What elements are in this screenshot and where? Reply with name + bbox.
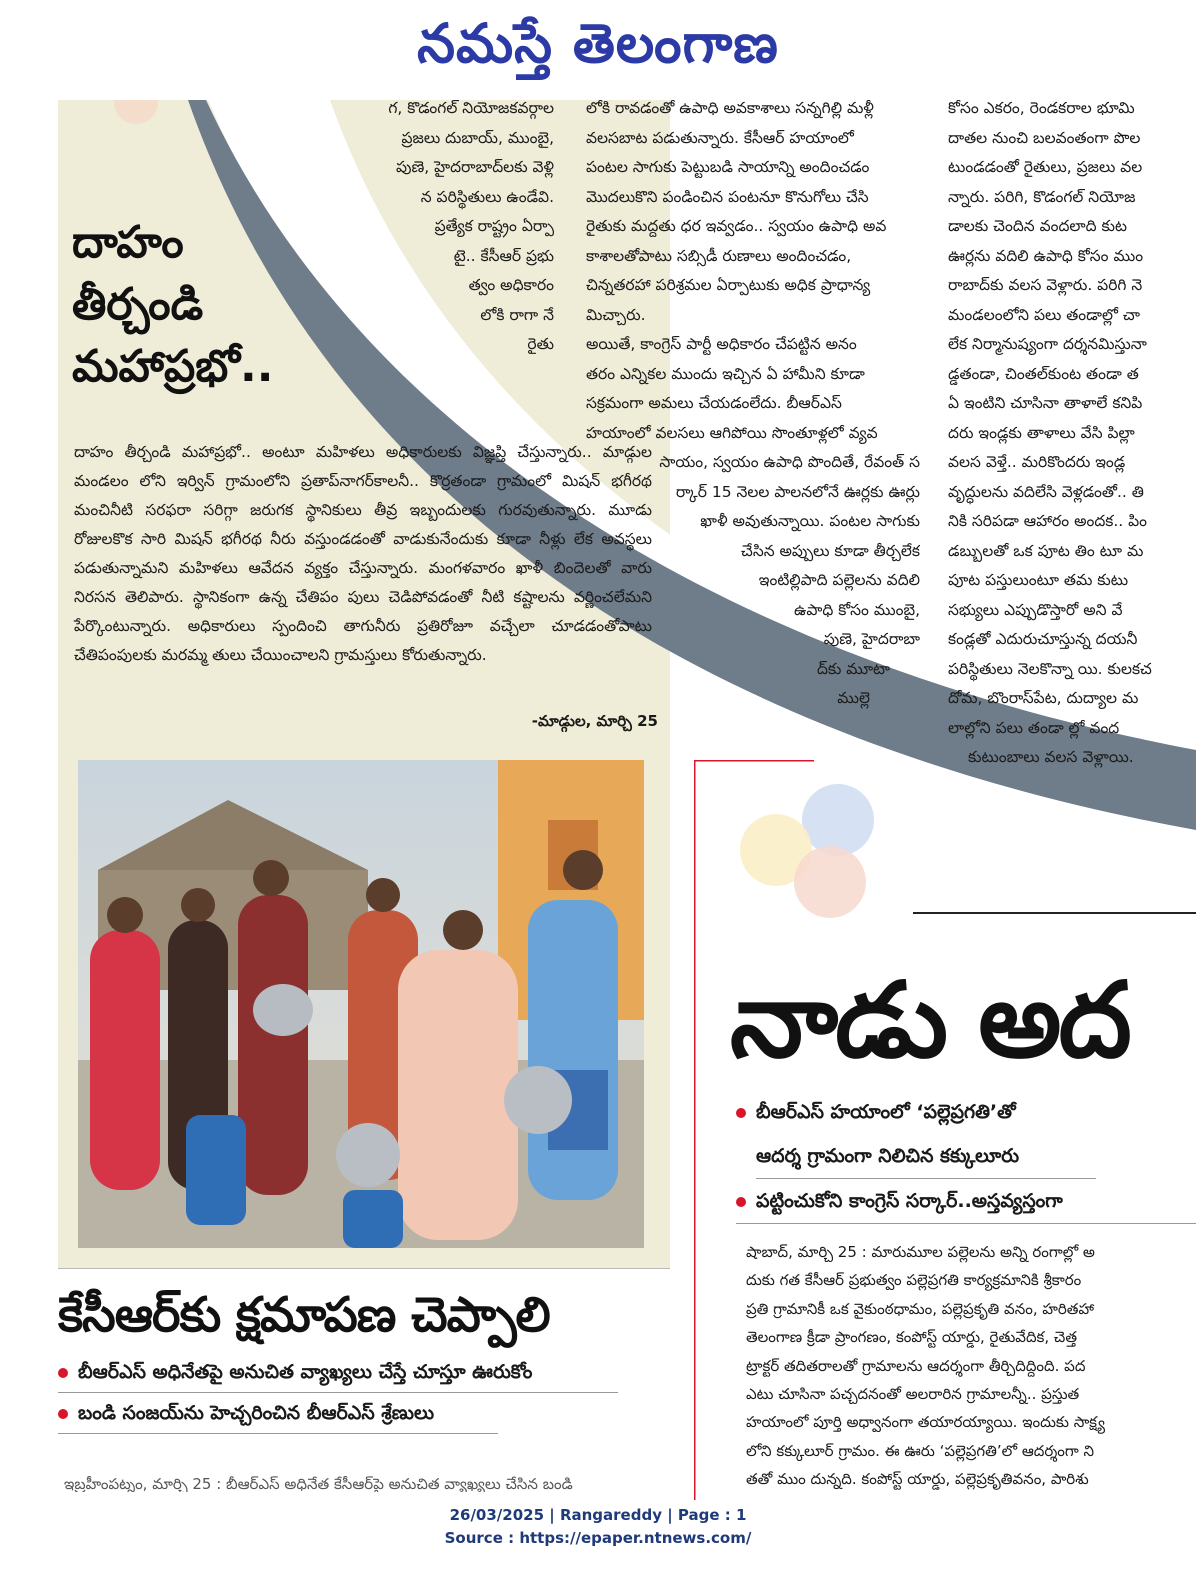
bullet-dot-icon: [58, 1409, 68, 1419]
column-line: ప్రత్యేక రాష్ట్రం ఏర్పా: [434, 217, 554, 235]
column-line: పూట పస్తులుంటూ తమ కుటు: [948, 571, 1129, 589]
bullet-item: [736, 1134, 1196, 1178]
divider: [58, 1433, 498, 1434]
bullet-dot-icon: [58, 1368, 68, 1378]
bullet-item: [736, 1090, 1196, 1134]
column-line: లోకి రాగా నే: [480, 305, 554, 324]
column-line: సభ్యులు ఎప్పుడొస్తారో అని వే: [948, 600, 1123, 619]
column-line: ఊర్లను వదిలి ఉపాధి కోసం ముం: [948, 246, 1144, 265]
column-line: ముల్లె: [837, 689, 870, 707]
divider: [736, 1223, 1196, 1224]
column-line: ప్రతి గ్రామానికీ ఒక వైకుంఠధామం, పల్లెప్రకృతి వనం, హరితహా: [746, 1299, 1094, 1318]
bullet-text: బీఆర్‌ఎస్ హయాంలో ‘పల్లెప్రగతి’తో: [756, 1101, 1016, 1123]
column-line: డబ్బులతో ఒక పూట తిం టూ మ: [948, 541, 1144, 560]
masthead-logo: నమస్తే తెలంగాణ: [417, 12, 779, 75]
bullet-text: బీఆర్‌ఎస్ అధినేతపై అనుచిత వ్యాఖ్యలు చేస్తే చూస్తూ ఊరుకోం: [78, 1361, 533, 1383]
bullet-dot-icon: [736, 1108, 746, 1118]
bullet-item: [736, 1179, 1196, 1223]
column-line: కాశాలతోపాటు సబ్సిడీ రుణాలు అందించడం,: [586, 246, 852, 265]
page-footer: [0, 1504, 1196, 1550]
column-line: వలసబాట పడుతున్నారు. కేసీఆర్ హయాంలో: [586, 128, 854, 147]
column-line: సాయం, స్వయం ఉపాధి పొందితే, రేవంత్ స: [659, 453, 920, 471]
column-line: గ, కొడంగల్ నియోజకవర్గాల: [388, 100, 554, 117]
column-line: పుణె, హైదరాబాద్‌లకు వెళ్లి: [395, 158, 554, 176]
column-line: ర్కార్ 15 నెలల పాలనలోనే ఊర్లకు ఊర్లు: [675, 482, 920, 501]
bullet-dot-icon: [736, 1197, 746, 1207]
headline-line: తీర్చండి: [72, 279, 204, 330]
left-story-headline: [72, 212, 332, 398]
bullet-item: [58, 1352, 670, 1392]
column-line: కండ్లతో ఎదురుచూస్తున్న దయనీ: [948, 630, 1138, 648]
column-line: ఉపాధి కోసం ముంబై,: [793, 600, 920, 619]
column-line: కోసం ఎకరం, రెండకరాల భూమి: [948, 100, 1135, 117]
column-line: దోమ, బొంరాస్‌పేట, దుద్యాల మ: [948, 689, 1139, 707]
column-line: వృద్ధులను వదిలేసి వెళ్లడంతో.. తి: [948, 482, 1144, 501]
column-line: న్నారు. పరిగి, కొడంగల్ నియోజ: [948, 187, 1136, 206]
column-line: టై.. కేసీఆర్ ప్రభు: [453, 246, 554, 265]
column-line: పుణె, హైదరాబా: [823, 630, 920, 648]
bottom-story-body: ఇబ్రహీంపట్నం, మార్చి 25 : బీఆర్‌ఎస్ అధినేత కేసీఆర్‌పై అనుచిత వ్యాఖ్యలు చేసిన బండి: [64, 1475, 573, 1492]
column-line: పరిస్థితులు నెలకొన్నా యి. కులకచ: [948, 659, 1152, 678]
bullet-text: ఆదర్శ గ్రామంగా నిలిచిన కక్కులూరు: [756, 1145, 1020, 1167]
bottom-story-headline: కేసీఆర్‌కు క్షమాపణ చెప్పాలి: [58, 1287, 550, 1343]
column-line: తరం ఎన్నికల ముందు ఇచ్చిన ఏ హామీని కూడా: [586, 364, 865, 383]
column-line: దరు ఇండ్లకు తాళాలు వేసి పిల్లా: [948, 423, 1135, 442]
column-line: న పరిస్థితులు ఉండేవి.: [420, 187, 554, 206]
right-story-bullets: [736, 1090, 1196, 1224]
news-photo-women-with-pots: [78, 760, 644, 1248]
column-line: పంటల సాగుకు పెట్టుబడి సాయాన్ని అందించడం: [586, 158, 870, 176]
article-column-3: [948, 100, 1196, 773]
bullet-text: బండి సంజయ్‌ను హెచ్చరించిన బీఆర్‌ఎస్ శ్రేణులు: [78, 1402, 435, 1424]
column-line: లేక నిర్మానుష్యంగా దర్శనమిస్తునా: [948, 335, 1147, 353]
column-line: డ్డతండా, చింతల్‌కుంట తండా త: [948, 364, 1139, 383]
left-story-dateline: -మాడ్గుల, మార్చి 25: [531, 712, 658, 730]
column-line: లోకి రావడంతో ఉపాధి అవకాశాలు సన్నగిల్లి మళ్లీ: [586, 100, 874, 117]
column-line: హయాంలో పూర్తి అధ్వానంగా తయారయ్యాయి. ఇందుకు సాక్ష్య: [746, 1413, 1106, 1432]
left-story-body: దాహం తీర్చండి మహాప్రభో.. అంటూ మహిళలు అధికారులకు విజ్ఞప్తి చేస్తున్నారు.. మాడ్గుల మండలం లోని ఇర్విన్ గ్రామంలోని ప్రతాప్‌నాగర్‌కాలనీ.. కొర్రతండా గ్రామంలో మిషన్ భగీరథ మంచినీటి సరఫరా సరిగ్గా జరుగక స్థానికులు తీవ్ర ఇబ్బందులకు గురవుతున్నారు. మూడు రోజులకొక సారి మిషన్ భగీరథ నీరు వస్తుండడంతో వాడుకునేందుకు కూడా నీళ్లు లేక అవస్థలు పడుతున్నామని మహిళలు ఆవేదన వ్యక్తం చేస్తున్నారు. మంగళవారం ఖాళీ బిందెలతో వారు నిరసన తెలిపారు. స్థానికంగా ఉన్న చేతిపం పులు చెడిపోవడంతో నీటి కష్టాలను వర్ణించలేమని పేర్కొంటున్నారు. అధికారులు స్పందించి తాగునీరు ప్రతిరోజూ వచ్చేలా చూడడంతోపాటు చేతిపంపులకు మరమ్మ తులు చేయించాలని గ్రామస్తులు కోరుతున్నారు.: [74, 443, 652, 664]
column-line: చిన్నతరహా పరిశ్రమల ఏర్పాటుకు అధిక ప్రాధాన్య: [586, 276, 871, 294]
column-line: తతో ముం దున్నది. కంపోస్ట్ యార్డు, పల్లెప్రకృతివనం, పారిశు: [746, 1470, 1089, 1489]
right-story-body: [746, 1238, 1196, 1494]
column-line: రాబాద్‌కు వలస వెళ్లారు. పరిగి నె: [948, 276, 1143, 294]
column-line: రైతు: [527, 335, 554, 353]
column-line: నికి సరిపడా ఆహారం అందక.. పిం: [948, 512, 1148, 530]
column-line: హయాంలో వలసలు ఆగిపోయి సొంతూళ్లలో వ్యవ: [586, 423, 878, 442]
column-line: డాలకు చెందిన వందలాది కుట: [948, 217, 1127, 235]
column-line: ఇంటిల్లిపాది పల్లెలను వదిలి: [758, 571, 920, 589]
column-line: లోని కక్కులూర్ గ్రామం. ఈ ఊరు ‘పల్లెప్రగతి’లో ఆదర్శంగా ని: [746, 1441, 1094, 1460]
column-line: దాతల నుంచి బలవంతంగా పొల: [948, 128, 1141, 147]
column-line: ఏ ఇంటిని చూసినా తాళాలే కనిపి: [948, 394, 1143, 412]
newspaper-page: [58, 100, 1196, 1500]
footer-source-link[interactable]: Source : https://epaper.ntnews.com/: [444, 1529, 752, 1547]
column-line: వలస వెళ్తే.. మరికొందరు ఇండ్ల: [948, 453, 1126, 471]
article-column-2: [586, 100, 920, 714]
column-line: త్వం అధికారం: [468, 276, 554, 294]
headline-line: దాహం: [72, 217, 184, 268]
column-line: ద్‌కు మూటా: [816, 659, 890, 678]
right-story-headline: నాడు అద: [730, 959, 1129, 1081]
bottom-story-bullets: [58, 1352, 670, 1434]
column-line: మొదలుకొని పండించిన పంటనూ కొనుగోలు చేసి: [586, 187, 869, 206]
column-line: షాబాద్, మార్చి 25 : మారుమూల పల్లెలను అన్ని రంగాల్లో అ: [746, 1243, 1095, 1261]
column-line: తెలంగాణ క్రీడా ప్రాంగణం, కంపోస్ట్ యార్డు, రైతువేదిక, చెత్త: [746, 1328, 1077, 1347]
article-column-1: [364, 100, 554, 360]
footer-edition-info: 26/03/2025 | Rangareddy | Page : 1: [449, 1506, 747, 1524]
column-line: ప్రజలు దుబాయ్, ముంబై,: [401, 128, 554, 147]
column-line: మిచ్చారు.: [586, 305, 646, 324]
column-line: సక్రమంగా అమలు చేయడంలేదు. బీఆర్‌ఎస్: [586, 394, 842, 412]
column-line: రైతుకు మద్దతు ధర ఇవ్వడం.. స్వయం ఉపాధి అవ: [586, 217, 887, 235]
column-line: ఎటు చూసినా పచ్చదనంతో అలరారిన గ్రామాలన్నీ.. ప్రస్తుత: [746, 1385, 1080, 1404]
column-line: కుటుంబాలు వలస వెళ్లాయి.: [968, 748, 1134, 766]
column-line: దుకు గత కేసీఆర్ ప్రభుత్వం పల్లెప్రగతి కార్యక్రమానికి శ్రీకారం: [746, 1271, 1082, 1290]
column-line: మండలంలోని పలు తండాల్లో చా: [948, 305, 1140, 324]
headline-line: మహాప్రభో..: [72, 341, 274, 392]
bullet-item: [58, 1393, 670, 1433]
column-line: లాల్లోని పలు తండా ల్లో వంద: [948, 718, 1120, 737]
column-line: టుండడంతో రైతులు, ప్రజలు వల: [948, 158, 1143, 176]
bullet-text: పట్టించుకోని కాంగ్రెస్ సర్కార్..అస్తవ్యస్తంగా: [756, 1190, 1063, 1212]
column-line: చేసిన అప్పులు కూడా తీర్చలేక: [741, 541, 920, 560]
column-line: ఖాళీ అవుతున్నాయి. పంటల సాగుకు: [700, 512, 920, 530]
column-line: అయితే, కాంగ్రెస్ పార్టీ అధికారం చేపట్టిన అనం: [586, 335, 857, 353]
column-line: ట్రాక్టర్ తదితరాలతో గ్రామాలను ఆదర్శంగా తీర్చిదిద్దింది. పద: [746, 1356, 1086, 1375]
